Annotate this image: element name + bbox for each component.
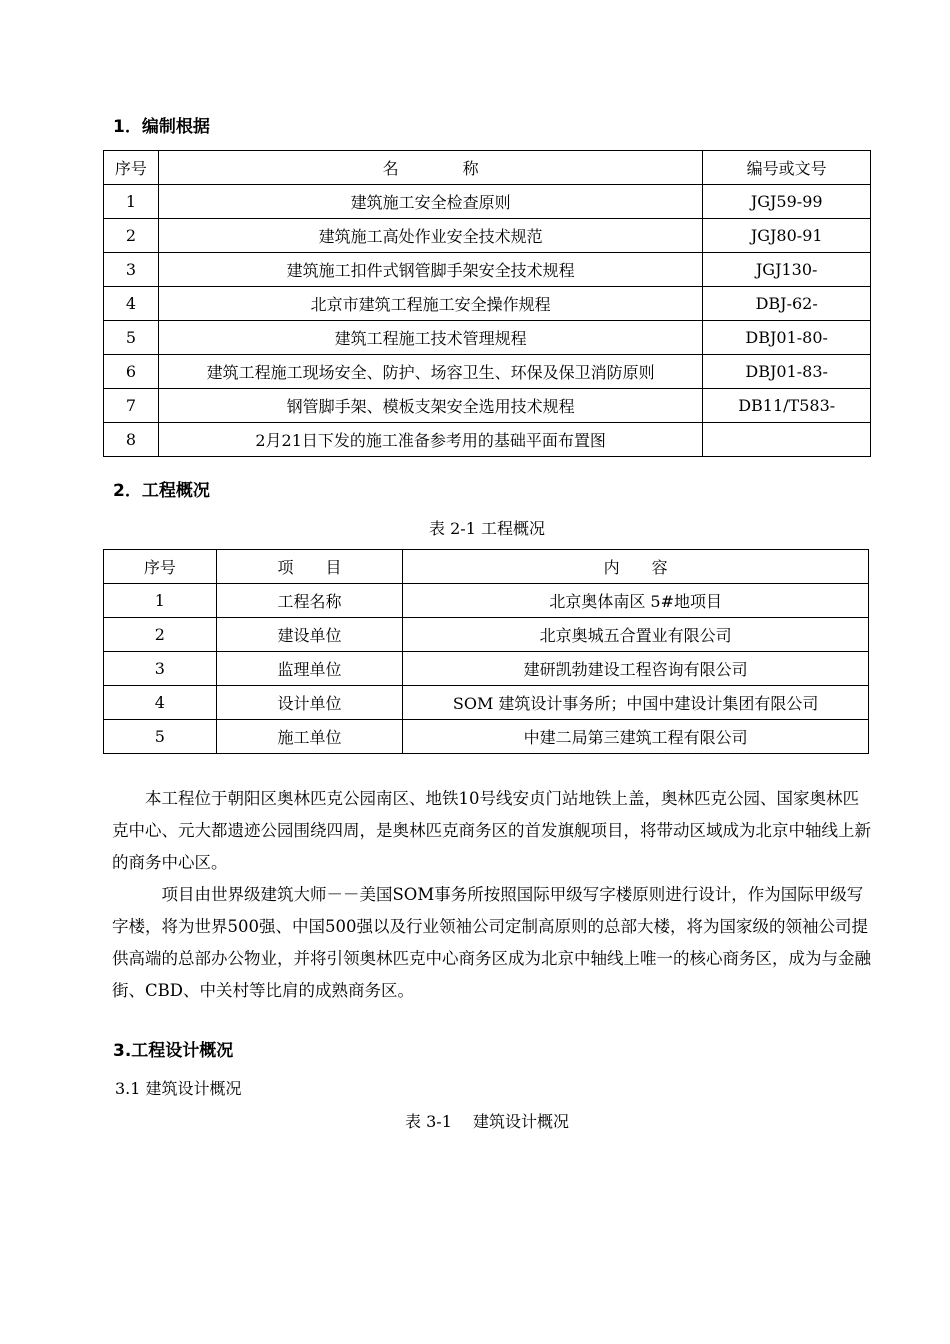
row-code	[703, 423, 871, 457]
row-item: 监理单位	[216, 652, 403, 686]
row-name: 建筑工程施工技术管理规程	[158, 321, 702, 355]
table-row	[104, 423, 871, 457]
row-code: DBJ-62-	[703, 287, 871, 321]
row-name: 建筑施工高处作业安全技术规范	[158, 219, 702, 253]
row-code: JGJ80-91	[703, 219, 871, 253]
row-number: 1	[104, 584, 217, 618]
table-row	[104, 389, 871, 423]
project-overview-table	[103, 549, 869, 754]
row-item: 工程名称	[216, 584, 403, 618]
row-code: JGJ59-99	[703, 185, 871, 219]
table-caption: 表 2-1 工程概况	[429, 519, 545, 538]
table-header-row	[104, 550, 869, 584]
table-row	[104, 584, 869, 618]
header-cell: 序号	[104, 151, 159, 185]
row-item: 设计单位	[216, 686, 403, 720]
row-content: 建研凯勃建设工程咨询有限公司	[403, 652, 869, 686]
row-name: 2月21日下发的施工准备参考用的基础平面布置图	[158, 423, 702, 457]
row-number: 4	[104, 686, 217, 720]
row-code: DBJ01-80-	[703, 321, 871, 355]
row-content: 中建二局第三建筑工程有限公司	[403, 720, 869, 754]
body-text	[112, 783, 872, 1007]
row-content: 北京奥体南区 5#地项目	[403, 584, 869, 618]
table-row	[104, 287, 871, 321]
row-number: 8	[104, 423, 159, 457]
row-code: DBJ01-83-	[703, 355, 871, 389]
section2-heading: 2．工程概况	[113, 481, 210, 501]
row-content: SOM 建筑设计事务所；中国中建设计集团有限公司	[403, 686, 869, 720]
header-cell: 内 容	[403, 550, 869, 584]
header-cell: 名 称	[158, 151, 702, 185]
row-number: 5	[104, 720, 217, 754]
paragraph: 项目由世界级建筑大师－－美国SOM事务所按照国际甲级写字楼原则进行设计，作为国际甲级写字楼，将为世界500强、中国500强以及行业领袖公司定制高原则的总部大楼，将为国家级的领袖公司提供高端的总部办公物业，并将引领奥林匹克中心商务区成为北京中轴线上唯一的核心商务区，成为与金融街、CBD、中关村等比肩的成熟商务区。	[112, 885, 871, 1000]
row-code: JGJ130-	[703, 253, 871, 287]
header-cell: 编号或文号	[703, 151, 871, 185]
row-name: 建筑施工安全检查原则	[158, 185, 702, 219]
table-row	[104, 321, 871, 355]
row-name: 建筑施工扣件式钢管脚手架安全技术规程	[158, 253, 702, 287]
paragraph: 本工程位于朝阳区奥林匹克公园南区、地铁10号线安贞门站地铁上盖，奥林匹克公园、国家奥林匹克中心、元大都遗迹公园围绕四周，是奥林匹克商务区的首发旗舰项目，将带动区域成为北京中轴线上新的商务中心区。	[112, 789, 871, 872]
row-number: 7	[104, 389, 159, 423]
table-row	[104, 720, 869, 754]
section3-heading: 3.工程设计概况	[113, 1041, 234, 1061]
table-row	[104, 686, 869, 720]
row-number: 4	[104, 287, 159, 321]
table-row	[104, 618, 869, 652]
table-row	[104, 652, 869, 686]
header-cell: 项 目	[216, 550, 403, 584]
table-row	[104, 219, 871, 253]
row-number: 6	[104, 355, 159, 389]
row-number: 3	[104, 652, 217, 686]
table-header-row	[104, 151, 871, 185]
table-row	[104, 253, 871, 287]
row-item: 建设单位	[216, 618, 403, 652]
table-caption: 表 3-1 建筑设计概况	[405, 1112, 569, 1131]
table-row	[104, 355, 871, 389]
row-code: DB11/T583-	[703, 389, 871, 423]
subsection-heading: 3.1 建筑设计概况	[115, 1079, 242, 1098]
header-cell: 序号	[104, 550, 217, 584]
row-number: 1	[104, 185, 159, 219]
row-number: 3	[104, 253, 159, 287]
row-name: 北京市建筑工程施工安全操作规程	[158, 287, 702, 321]
row-number: 2	[104, 219, 159, 253]
row-name: 建筑工程施工现场安全、防护、场容卫生、环保及保卫消防原则	[158, 355, 702, 389]
row-number: 2	[104, 618, 217, 652]
row-content: 北京奥城五合置业有限公司	[403, 618, 869, 652]
reference-table	[103, 150, 871, 457]
table-row	[104, 185, 871, 219]
row-name: 钢管脚手架、模板支架安全选用技术规程	[158, 389, 702, 423]
section1-heading: 1．编制根据	[113, 117, 210, 137]
row-number: 5	[104, 321, 159, 355]
row-item: 施工单位	[216, 720, 403, 754]
